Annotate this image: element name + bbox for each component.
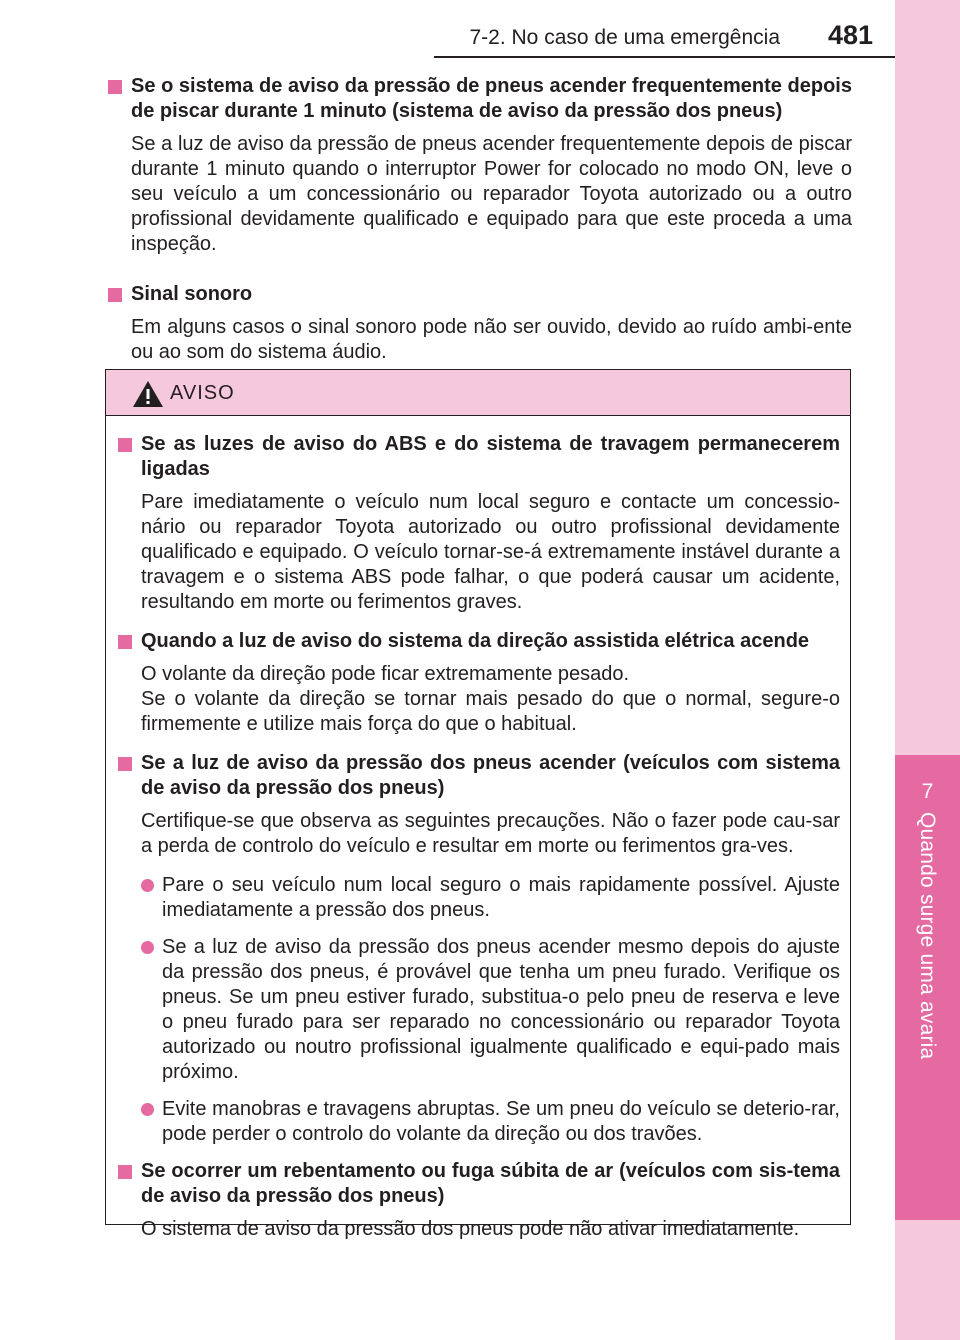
warning-box bbox=[105, 369, 851, 1240]
round-bullet-icon bbox=[141, 941, 154, 954]
warning-heading: Se as luzes de aviso do ABS e do sistema de travagem permanecerem ligadas bbox=[118, 432, 840, 482]
chapter-number: 7 bbox=[921, 780, 934, 803]
square-bullet-icon bbox=[118, 757, 132, 771]
warning-heading: Se a luz de aviso da pressão dos pneus acender (veículos com sistema de aviso da pressão dos pneus) bbox=[118, 751, 840, 801]
header-section-title: 7-2. No caso de uma emergência bbox=[469, 26, 780, 49]
warning-paragraph: Certifique-se que observa as seguintes precauções. Não o fazer pode cau-sar a perda de controlo do veículo e resultar em morte ou ferimentos gra-ves. bbox=[141, 810, 840, 857]
warning-paragraph: Se o volante da direção se tornar mais pesado do que o normal, segure-o firmemente e utilize mais força do que o habitual. bbox=[141, 688, 840, 735]
square-bullet-icon bbox=[118, 1165, 132, 1179]
warning-bullet: Pare o seu veículo num local seguro o mais rapidamente possível. Ajuste imediatamente a pressão dos pneus. bbox=[118, 873, 840, 923]
info-section-buzzer bbox=[108, 282, 852, 379]
warning-heading: Se ocorrer um rebentamento ou fuga súbita de ar (veículos com sis-tema de aviso da pressão dos pneus) bbox=[118, 1159, 840, 1209]
warning-bullet: Evite manobras e travagens abruptas. Se um pneu do veículo se deterio-rar, pode perder o controlo do volante da direção ou dos travões. bbox=[118, 1097, 840, 1147]
page-number: 481 bbox=[828, 20, 874, 50]
warning-header bbox=[106, 370, 850, 416]
section-heading: Se o sistema de aviso da pressão de pneus acender frequentemente depois de piscar durante 1 minuto (sistema de aviso da pressão dos pneus) bbox=[108, 74, 852, 124]
warning-paragraph: O volante da direção pode ficar extremamente pesado. bbox=[141, 663, 630, 685]
chapter-side-tab bbox=[895, 0, 960, 1340]
warning-paragraph: Pare imediatamente o veículo num local seguro e contacte um concessio-nário ou reparador Toyota autorizado ou outro profissional devidamente qualificado e equipado. O veículo tornar-se-á extremamente instável durante a travagem e o sistema ABS pode falhar, o que poderá causar um acidente, resultando em morte ou ferimentos graves. bbox=[141, 491, 840, 613]
round-bullet-icon bbox=[141, 879, 154, 892]
warning-body bbox=[118, 432, 840, 1256]
warning-bullet: Se a luz de aviso da pressão dos pneus acender mesmo depois do ajuste da pressão dos pneus, é provável que tenha um pneu furado. Verifique os pneus. Se um pneu estiver furado, substitua-o pelo pneu de reserva e leve o pneu furado para ser reparado no concessionário ou reparador Toyota autorizado ou noutro profissional igualmente qualificado e equi-pado mais próximo. bbox=[118, 935, 840, 1085]
square-bullet-icon bbox=[118, 635, 132, 649]
section-paragraph: Em alguns casos o sinal sonoro pode não ser ouvido, devido ao ruído ambi-ente ou ao som do sistema áudio. bbox=[131, 316, 852, 363]
section-paragraph: Se a luz de aviso da pressão de pneus acender frequentemente depois de piscar durante 1 minuto quando o interruptor Power for colocado no modo ON, leve o seu veículo a um concessionário ou reparador Toyota autorizado ou a outro profissional devidamente qualificado e equipado para que este proceda a uma inspeção. bbox=[131, 133, 852, 255]
square-bullet-icon bbox=[118, 438, 132, 452]
info-section-tpms bbox=[108, 74, 852, 271]
chapter-title: Quando surge uma avaria bbox=[916, 812, 939, 1060]
square-bullet-icon bbox=[108, 80, 122, 94]
round-bullet-icon bbox=[141, 1103, 154, 1116]
warning-label: AVISO bbox=[170, 382, 235, 404]
section-heading: Sinal sonoro bbox=[108, 282, 852, 307]
header-divider bbox=[434, 56, 895, 58]
square-bullet-icon bbox=[108, 288, 122, 302]
warning-heading: Quando a luz de aviso do sistema da direção assistida elétrica acende bbox=[118, 629, 840, 654]
warning-paragraph: O sistema de aviso da pressão dos pneus pode não ativar imediatamente. bbox=[141, 1218, 800, 1240]
warning-triangle-icon bbox=[132, 380, 164, 408]
